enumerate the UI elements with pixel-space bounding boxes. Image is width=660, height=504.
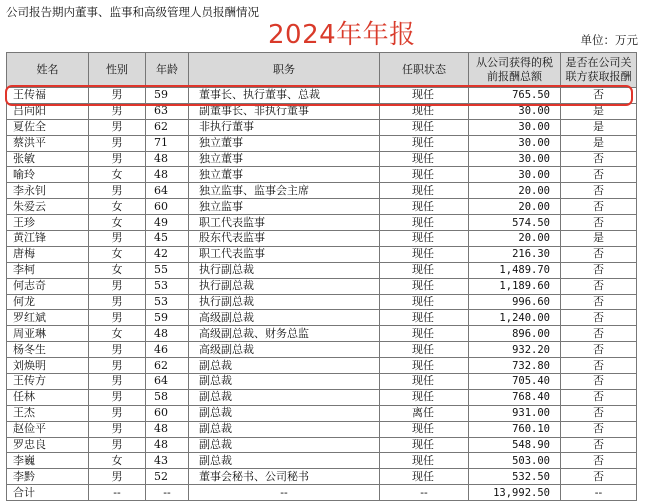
cell-pay: 503.00 <box>469 453 561 469</box>
table-row <box>7 103 637 119</box>
compensation-table <box>6 52 637 501</box>
table-row <box>7 326 637 342</box>
cell-name: 唐梅 <box>7 246 89 262</box>
cell-related: 否 <box>561 405 637 421</box>
cell-pay: 768.40 <box>469 389 561 405</box>
total-cell-related: -- <box>561 485 637 501</box>
cell-gender: 男 <box>89 310 146 326</box>
cell-position: 副总裁 <box>189 437 380 453</box>
cell-position: 副总裁 <box>189 374 380 390</box>
cell-related: 否 <box>561 183 637 199</box>
cell-name: 朱爱云 <box>7 199 89 215</box>
cell-related: 是 <box>561 103 637 119</box>
cell-related: 是 <box>561 135 637 151</box>
cell-age: 46 <box>146 342 189 358</box>
cell-name: 黄江锋 <box>7 231 89 247</box>
cell-name: 刘焕明 <box>7 358 89 374</box>
cell-position: 副总裁 <box>189 421 380 437</box>
cell-pay: 732.80 <box>469 358 561 374</box>
cell-gender: 男 <box>89 421 146 437</box>
cell-status: 现任 <box>380 469 469 485</box>
table-row <box>7 151 637 167</box>
cell-related: 否 <box>561 215 637 231</box>
cell-pay: 30.00 <box>469 167 561 183</box>
table-row <box>7 421 637 437</box>
table-row <box>7 119 637 135</box>
cell-related: 否 <box>561 342 637 358</box>
cell-name: 周亚琳 <box>7 326 89 342</box>
cell-status: 现任 <box>380 421 469 437</box>
cell-gender: 男 <box>89 389 146 405</box>
cell-name: 喻玲 <box>7 167 89 183</box>
table-row <box>7 183 637 199</box>
cell-age: 48 <box>146 437 189 453</box>
cell-gender: 女 <box>89 453 146 469</box>
cell-gender: 女 <box>89 326 146 342</box>
cell-name: 蔡洪平 <box>7 135 89 151</box>
cell-position: 高级副总裁 <box>189 342 380 358</box>
cell-status: 现任 <box>380 278 469 294</box>
table-row <box>7 374 637 390</box>
cell-related: 否 <box>561 469 637 485</box>
cell-position: 副董事长、非执行董事 <box>189 103 380 119</box>
cell-age: 58 <box>146 389 189 405</box>
cell-related: 否 <box>561 389 637 405</box>
cell-name: 何龙 <box>7 294 89 310</box>
cell-position: 独立监事 <box>189 199 380 215</box>
cell-status: 现任 <box>380 215 469 231</box>
cell-age: 60 <box>146 405 189 421</box>
cell-name: 王珍 <box>7 215 89 231</box>
table-row <box>7 469 637 485</box>
cell-age: 63 <box>146 103 189 119</box>
cell-age: 48 <box>146 167 189 183</box>
cell-position: 高级副总裁 <box>189 310 380 326</box>
header-related: 是否在公司关联方获取报酬 <box>561 53 637 88</box>
cell-name: 夏佐全 <box>7 119 89 135</box>
cell-related: 否 <box>561 167 637 183</box>
cell-gender: 男 <box>89 119 146 135</box>
cell-pay: 896.00 <box>469 326 561 342</box>
cell-pay: 216.30 <box>469 246 561 262</box>
cell-related: 否 <box>561 199 637 215</box>
cell-position: 职工代表监事 <box>189 215 380 231</box>
total-cell-status: -- <box>380 485 469 501</box>
cell-age: 48 <box>146 151 189 167</box>
cell-name: 王传福 <box>7 88 89 104</box>
cell-gender: 女 <box>89 199 146 215</box>
cell-gender: 男 <box>89 469 146 485</box>
cell-related: 否 <box>561 294 637 310</box>
cell-status: 离任 <box>380 405 469 421</box>
header-pay: 从公司获得的税前报酬总额 <box>469 53 561 88</box>
cell-age: 49 <box>146 215 189 231</box>
cell-position: 董事会秘书、公司秘书 <box>189 469 380 485</box>
cell-status: 现任 <box>380 374 469 390</box>
total-cell-age: -- <box>146 485 189 501</box>
table-row <box>7 215 637 231</box>
cell-name: 罗忠良 <box>7 437 89 453</box>
table-row <box>7 358 637 374</box>
cell-name: 杨冬生 <box>7 342 89 358</box>
table-row <box>7 135 637 151</box>
table-body <box>7 88 637 501</box>
total-row <box>7 485 637 501</box>
cell-position: 副总裁 <box>189 405 380 421</box>
cell-status: 现任 <box>380 342 469 358</box>
cell-status: 现任 <box>380 183 469 199</box>
cell-pay: 30.00 <box>469 151 561 167</box>
cell-pay: 760.10 <box>469 421 561 437</box>
header-position: 职务 <box>189 53 380 88</box>
cell-position: 执行副总裁 <box>189 294 380 310</box>
cell-gender: 男 <box>89 183 146 199</box>
cell-related: 否 <box>561 310 637 326</box>
cell-age: 53 <box>146 294 189 310</box>
cell-gender: 男 <box>89 342 146 358</box>
cell-status: 现任 <box>380 135 469 151</box>
cell-status: 现任 <box>380 358 469 374</box>
cell-gender: 男 <box>89 135 146 151</box>
cell-age: 62 <box>146 358 189 374</box>
cell-position: 副总裁 <box>189 453 380 469</box>
table-row <box>7 342 637 358</box>
report-year-overlay: 2024年年报 <box>268 20 416 50</box>
cell-age: 62 <box>146 119 189 135</box>
cell-related: 否 <box>561 278 637 294</box>
cell-age: 48 <box>146 326 189 342</box>
cell-age: 60 <box>146 199 189 215</box>
cell-pay: 30.00 <box>469 119 561 135</box>
cell-position: 独立监事、监事会主席 <box>189 183 380 199</box>
cell-pay: 705.40 <box>469 374 561 390</box>
cell-gender: 男 <box>89 294 146 310</box>
cell-name: 罗红斌 <box>7 310 89 326</box>
cell-gender: 男 <box>89 151 146 167</box>
total-cell-pay: 13,992.50 <box>469 485 561 501</box>
cell-related: 否 <box>561 326 637 342</box>
cell-gender: 男 <box>89 358 146 374</box>
cell-status: 现任 <box>380 310 469 326</box>
cell-related: 否 <box>561 358 637 374</box>
cell-related: 否 <box>561 437 637 453</box>
cell-pay: 20.00 <box>469 199 561 215</box>
cell-gender: 女 <box>89 215 146 231</box>
cell-status: 现任 <box>380 119 469 135</box>
cell-pay: 532.50 <box>469 469 561 485</box>
cell-gender: 男 <box>89 405 146 421</box>
cell-pay: 765.50 <box>469 88 561 104</box>
cell-position: 股东代表监事 <box>189 231 380 247</box>
cell-gender: 男 <box>89 231 146 247</box>
cell-name: 王杰 <box>7 405 89 421</box>
cell-status: 现任 <box>380 437 469 453</box>
cell-pay: 996.60 <box>469 294 561 310</box>
table-row <box>7 389 637 405</box>
cell-age: 55 <box>146 262 189 278</box>
cell-related: 否 <box>561 421 637 437</box>
cell-position: 非执行董事 <box>189 119 380 135</box>
total-cell-position: -- <box>189 485 380 501</box>
unit-label: 单位：万元 <box>580 33 638 47</box>
cell-status: 现任 <box>380 199 469 215</box>
cell-pay: 574.50 <box>469 215 561 231</box>
cell-status: 现任 <box>380 453 469 469</box>
cell-position: 高级副总裁、财务总监 <box>189 326 380 342</box>
cell-position: 独立董事 <box>189 135 380 151</box>
cell-related: 否 <box>561 151 637 167</box>
cell-pay: 1,489.70 <box>469 262 561 278</box>
cell-age: 52 <box>146 469 189 485</box>
cell-status: 现任 <box>380 389 469 405</box>
cell-related: 否 <box>561 246 637 262</box>
cell-age: 59 <box>146 88 189 104</box>
cell-name: 赵俭平 <box>7 421 89 437</box>
cell-name: 李黔 <box>7 469 89 485</box>
cell-status: 现任 <box>380 262 469 278</box>
cell-status: 现任 <box>380 151 469 167</box>
cell-position: 副总裁 <box>189 358 380 374</box>
cell-gender: 女 <box>89 246 146 262</box>
cell-position: 职工代表监事 <box>189 246 380 262</box>
cell-position: 执行副总裁 <box>189 278 380 294</box>
cell-position: 执行副总裁 <box>189 262 380 278</box>
cell-gender: 男 <box>89 103 146 119</box>
cell-age: 48 <box>146 421 189 437</box>
total-cell-gender: -- <box>89 485 146 501</box>
cell-name: 李永钊 <box>7 183 89 199</box>
cell-gender: 男 <box>89 88 146 104</box>
table-row <box>7 278 637 294</box>
cell-gender: 男 <box>89 437 146 453</box>
cell-status: 现任 <box>380 88 469 104</box>
table-row <box>7 262 637 278</box>
cell-related: 否 <box>561 374 637 390</box>
cell-name: 何志奇 <box>7 278 89 294</box>
cell-age: 53 <box>146 278 189 294</box>
table-row <box>7 310 637 326</box>
cell-pay: 20.00 <box>469 231 561 247</box>
cell-name: 吕向阳 <box>7 103 89 119</box>
header-name: 姓名 <box>7 53 89 88</box>
cell-status: 现任 <box>380 246 469 262</box>
total-cell-name: 合计 <box>7 485 89 501</box>
cell-age: 43 <box>146 453 189 469</box>
cell-age: 59 <box>146 310 189 326</box>
cell-status: 现任 <box>380 294 469 310</box>
cell-pay: 1,240.00 <box>469 310 561 326</box>
cell-position: 副总裁 <box>189 389 380 405</box>
table-row <box>7 405 637 421</box>
cell-status: 现任 <box>380 326 469 342</box>
cell-name: 任林 <box>7 389 89 405</box>
table-row <box>7 453 637 469</box>
cell-status: 现任 <box>380 231 469 247</box>
cell-position: 董事长、执行董事、总裁 <box>189 88 380 104</box>
cell-age: 42 <box>146 246 189 262</box>
table-row <box>7 437 637 453</box>
cell-gender: 男 <box>89 278 146 294</box>
header-gender: 性别 <box>89 53 146 88</box>
cell-pay: 30.00 <box>469 135 561 151</box>
cell-pay: 30.00 <box>469 103 561 119</box>
table-row <box>7 88 637 104</box>
cell-age: 45 <box>146 231 189 247</box>
cell-related: 是 <box>561 119 637 135</box>
cell-age: 64 <box>146 183 189 199</box>
table-row <box>7 294 637 310</box>
cell-related: 否 <box>561 453 637 469</box>
cell-pay: 932.20 <box>469 342 561 358</box>
cell-age: 71 <box>146 135 189 151</box>
cell-position: 独立董事 <box>189 151 380 167</box>
cell-related: 否 <box>561 88 637 104</box>
table-header-row <box>7 53 637 88</box>
header-age: 年龄 <box>146 53 189 88</box>
cell-related: 是 <box>561 231 637 247</box>
cell-status: 现任 <box>380 103 469 119</box>
cell-name: 李柯 <box>7 262 89 278</box>
cell-pay: 20.00 <box>469 183 561 199</box>
table-row <box>7 246 637 262</box>
cell-pay: 931.00 <box>469 405 561 421</box>
cell-related: 否 <box>561 262 637 278</box>
cell-name: 张敏 <box>7 151 89 167</box>
header-status: 任职状态 <box>380 53 469 88</box>
cell-pay: 1,189.60 <box>469 278 561 294</box>
cell-position: 独立董事 <box>189 167 380 183</box>
table-row <box>7 231 637 247</box>
cell-status: 现任 <box>380 167 469 183</box>
cell-gender: 女 <box>89 262 146 278</box>
cell-pay: 548.90 <box>469 437 561 453</box>
document-title: 公司报告期内董事、监事和高级管理人员报酬情况 <box>6 5 259 19</box>
cell-gender: 男 <box>89 374 146 390</box>
cell-age: 64 <box>146 374 189 390</box>
cell-name: 王传方 <box>7 374 89 390</box>
cell-gender: 女 <box>89 167 146 183</box>
table-row <box>7 167 637 183</box>
table-row <box>7 199 637 215</box>
cell-name: 李巍 <box>7 453 89 469</box>
